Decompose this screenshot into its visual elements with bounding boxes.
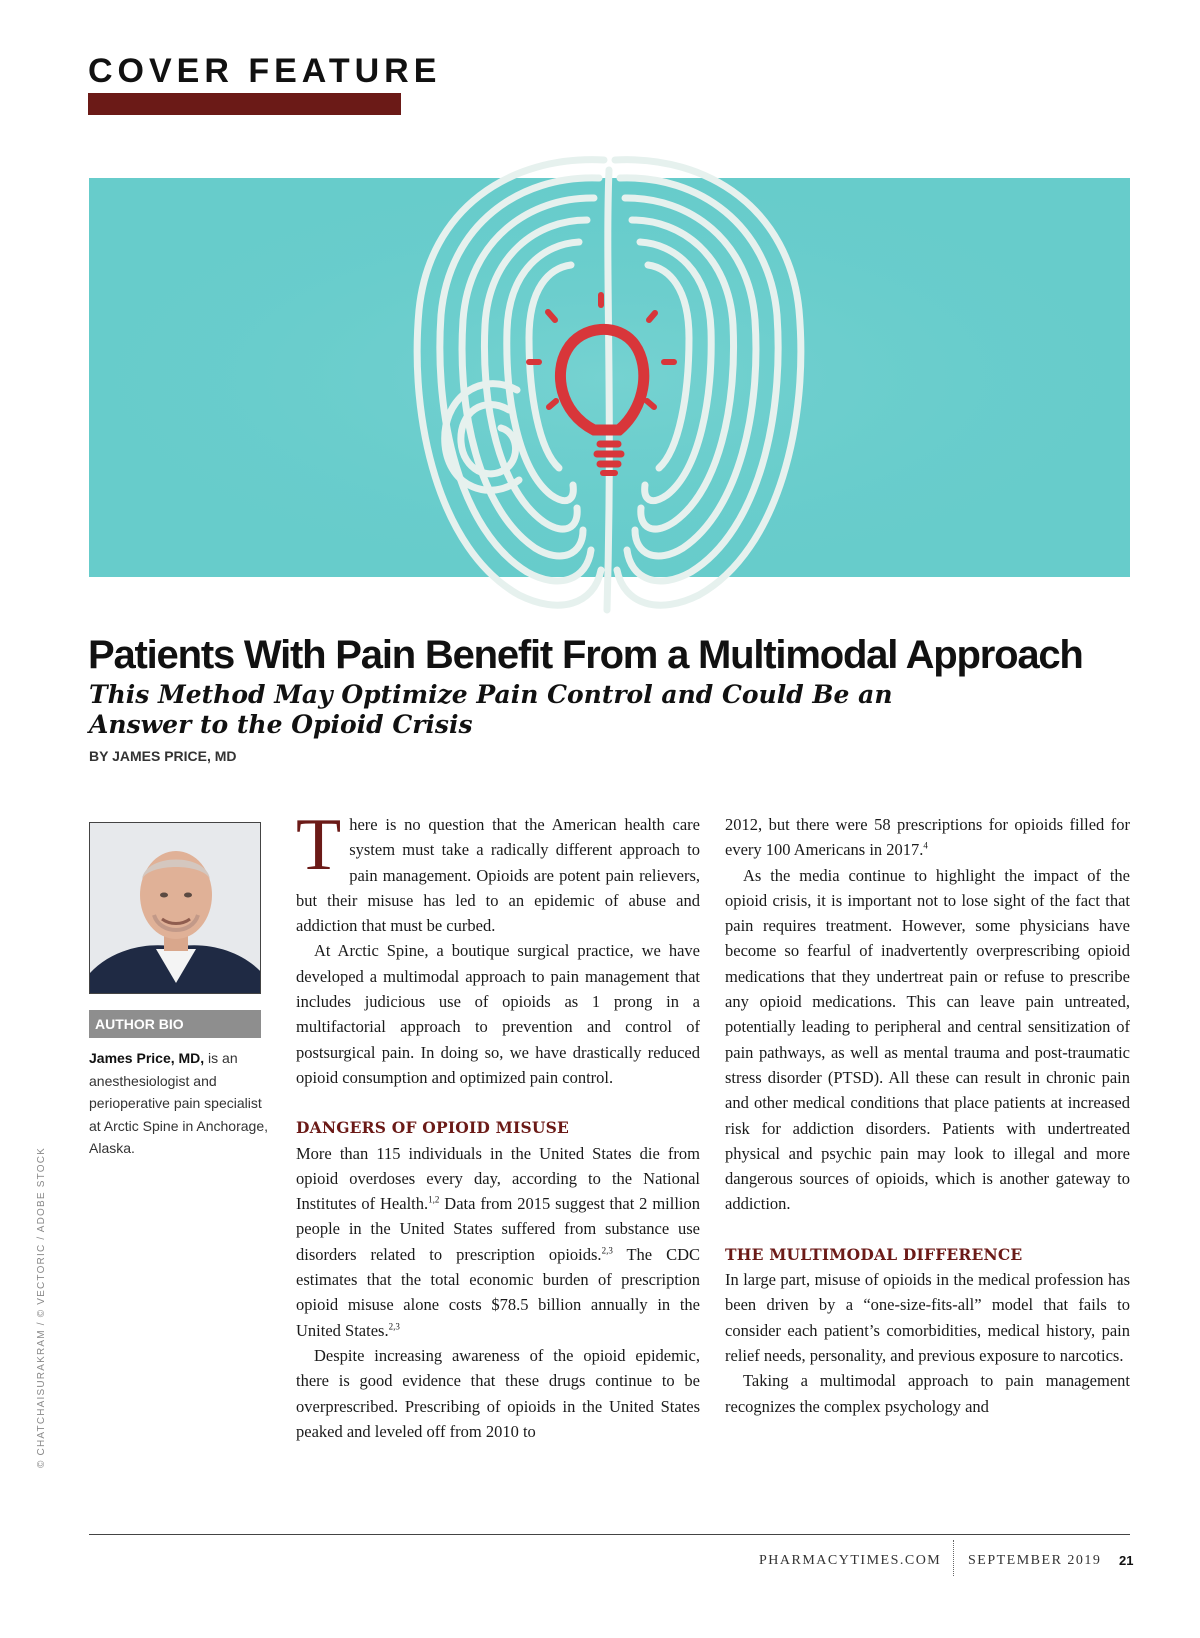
section-heading-multimodal: THE MULTIMODAL DIFFERENCE [725, 1244, 1023, 1264]
byline: BY JAMES PRICE, MD [89, 748, 237, 764]
author-bio-text [89, 1047, 269, 1160]
article-subhead: This Method May Optimize Pain Control and Could Be an Answer to the Opioid Crisis [89, 680, 893, 739]
article-column-2 [725, 812, 1130, 1419]
author-name: James Price, MD, [89, 1050, 205, 1066]
footer-site: PHARMACYTIMES.COM [759, 1553, 942, 1568]
article-column-1 [296, 804, 701, 1444]
photo-credit: © CHATCHAISURAKRAM / © VECTORIC / ADOBE STOCK [36, 1146, 47, 1468]
article-headline: Patients With Pain Benefit From a Multimodal Approach [88, 633, 1083, 677]
reference-marker: 4 [923, 840, 928, 851]
reference-marker: 2,3 [388, 1321, 400, 1332]
article-paragraph: More than 115 individuals in the United States die from opioid overdoses every day, according to the National Institutes of Health.$^{1,2}$ Data from 2015 suggest that 2 million people in the United States suffered from substance use disorders related to prescription opioids.$^{2,3}$ The CDC estimates that the total economic burden of prescription opioid misuse alone costs $78.5 billion annually in the United States.$^{2,3}$ [296, 1143, 701, 1340]
section-bar [88, 93, 401, 115]
footer-date: SEPTEMBER 2019 [968, 1553, 1102, 1568]
article-paragraph: 2012, but there were 58 prescriptions for opioids filled for every 100 Americans in 2017.$^4$ [725, 815, 1130, 860]
drop-cap: T [296, 804, 342, 886]
author-bio-heading: AUTHOR BIO [89, 1010, 261, 1038]
footer-rule [89, 1534, 1130, 1535]
article-paragraph: As the media continue to highlight the impact of the opioid crisis, it is important not to lose sight of the fact that pain requires treatment. However, some physicians have become so fearful of inadvertently overprescribing opioid medications that they undertreat pain or refuse to prescribe any opioid medications. This can leave pain untreated, potentially leading to peripheral and central sensitization of pain pathways, as well as mental trauma and post-traumatic stress disorder (PTSD). All these can result in chronic pain and other medical conditions that place patients at increased risk for addiction disorders. Patients with undertreated physical and psychic pain may look to illegal and more dangerous sources of opioids, which is another gateway to addiction. [725, 865, 1130, 1214]
reference-marker: 2,3 [601, 1245, 613, 1256]
article-paragraph: In large part, misuse of opioids in the medical profession has been driven by a “one-size-fits-all” model that fails to consider each patient’s comorbidities, medical history, pain relief needs, personality, and previous exposure to narcotics. [725, 1270, 1130, 1365]
author-description: is an anesthesiologist and perioperative pain specialist at Arctic Spine in Anchorage, Alaska. [89, 1050, 268, 1156]
article-paragraph: There is no question that the American health care system must take a radically different approach to pain management. Opioids are potent pain relievers, but their misuse has led to an epidemic of abuse and addiction that must be curbed. [296, 804, 700, 936]
article-paragraph: Taking a multimodal approach to pain management recognizes the complex psychology and [725, 1371, 1130, 1416]
article-paragraph: At Arctic Spine, a boutique surgical practice, we have developed a multimodal approach to pain management that includes judicious use of opioids as 1 prong in a multifactorial approach to prevention and control of postsurgical pain. In doing so, we have drastically reduced opioid consumption and optimized pain control. [296, 941, 700, 1087]
section-label: COVER FEATURE [88, 52, 442, 90]
article-paragraph: Despite increasing awareness of the opioid epidemic, there is good evidence that these drugs continue to be overprescribed. Prescribing of opioids in the United States peaked and leveled off from 2010 to [296, 1345, 700, 1441]
page-number: 21 [1119, 1553, 1134, 1568]
fingerprint-brain-illustration [89, 150, 1130, 620]
author-photo [89, 822, 261, 994]
reference-marker: 1,2 [428, 1194, 440, 1205]
section-heading-dangers: DANGERS OF OPIOID MISUSE [296, 1118, 569, 1138]
footer-separator [953, 1540, 954, 1576]
